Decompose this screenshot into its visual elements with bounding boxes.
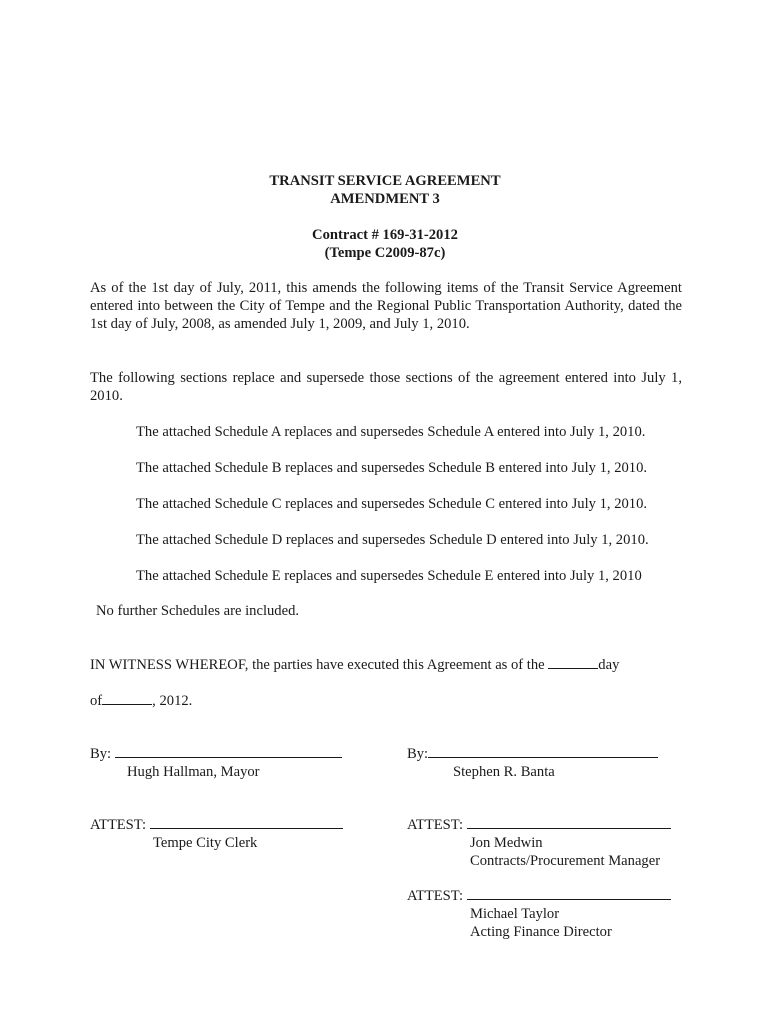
by-label-right: By: (407, 746, 429, 762)
contract-number: Contract # 169-31-2012 (312, 227, 458, 243)
by-label-left: By: (90, 746, 112, 762)
by-signature-right (407, 745, 658, 763)
banta-signature-line[interactable] (428, 745, 658, 758)
medwin-title: Contracts/Procurement Manager (470, 853, 661, 869)
schedule-a-line: The attached Schedule A replaces and supersedes Schedule A entered into July 1, 2010. (136, 424, 646, 440)
document-subtitle: AMENDMENT 3 (330, 191, 440, 207)
taylor-name: Michael Taylor (470, 906, 560, 922)
attest-label-right-1: ATTEST: (407, 817, 464, 833)
medwin-name: Jon Medwin (470, 835, 543, 851)
attest-label-right-2: ATTEST: (407, 888, 464, 904)
attest-right-2 (407, 887, 671, 905)
witness-year-text: , 2012. (152, 693, 193, 709)
medwin-signature-line[interactable] (467, 816, 671, 829)
banta-name: Stephen R. Banta (453, 764, 555, 780)
schedule-e-line: The attached Schedule E replaces and supersedes Schedule E entered into July 1, 2010 (136, 568, 642, 584)
intro-paragraph: As of the 1st day of July, 2011, this amends the following items of the Transit Service Agreement entered into between the City of Tempe and the Regional Public Transportation Authority, dated the 1st day of July, 2008, as amended July 1, 2009, and July 1, 2010. (90, 280, 682, 332)
schedule-b-line: The attached Schedule B replaces and supersedes Schedule B entered into July 1, 2010. (136, 460, 648, 476)
mayor-signature-line[interactable] (115, 745, 342, 758)
month-blank-field[interactable] (102, 692, 152, 705)
document-title: TRANSIT SERVICE AGREEMENT (269, 173, 501, 189)
sections-paragraph: The following sections replace and supersede those sections of the agreement entered into July 1, 2010. (90, 370, 682, 404)
taylor-signature-line[interactable] (467, 887, 671, 900)
by-signature-left (90, 745, 342, 763)
taylor-title: Acting Finance Director (470, 924, 612, 940)
no-further-schedules: No further Schedules are included. (96, 603, 300, 619)
tempe-reference: (Tempe C2009-87c) (324, 245, 446, 261)
witness-text: IN WITNESS WHEREOF, the parties have executed this Agreement as of the (90, 657, 545, 673)
schedule-c-line: The attached Schedule C replaces and supersedes Schedule C entered into July 1, 2010. (136, 496, 648, 512)
witness-of-line (90, 692, 192, 710)
clerk-signature-line[interactable] (150, 816, 343, 829)
witness-line (90, 656, 619, 674)
clerk-name: Tempe City Clerk (153, 835, 258, 851)
witness-of-text: of (90, 693, 103, 709)
day-blank-field[interactable] (548, 656, 598, 669)
mayor-name: Hugh Hallman, Mayor (127, 764, 260, 780)
attest-right-1 (407, 816, 671, 834)
attest-label-left: ATTEST: (90, 817, 147, 833)
schedule-d-line: The attached Schedule D replaces and supersedes Schedule D entered into July 1, 2010. (136, 532, 649, 548)
witness-day-suffix: day (598, 657, 620, 673)
attest-left (90, 816, 343, 834)
